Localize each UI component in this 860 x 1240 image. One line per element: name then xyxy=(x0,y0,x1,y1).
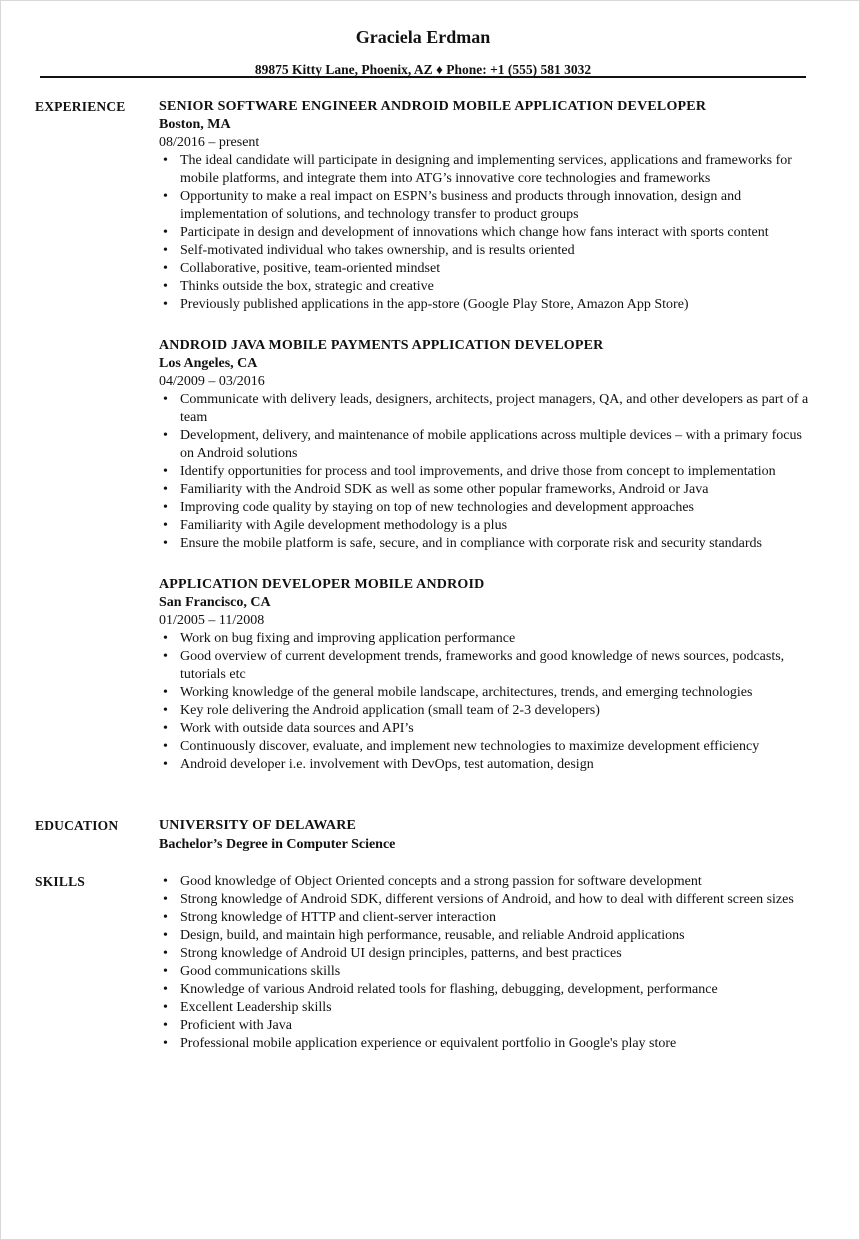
job-location: San Francisco, CA xyxy=(159,595,271,610)
bullet-item: • Participate in design and development of innovations which change how fans interact with sports content xyxy=(159,224,809,242)
candidate-name: Graciela Erdman xyxy=(355,27,491,47)
bullet-item: • Improving code quality by staying on top of new technologies and development approaches xyxy=(159,499,809,517)
bullet-item: • The ideal candidate will participate in designing and implementing services, applications and frameworks for mobile platforms, and integrate them into ATG’s innovative core technologies and frameworks xyxy=(159,152,809,188)
bullet-item: • Collaborative, positive, team-oriented mindset xyxy=(159,260,809,278)
header-divider xyxy=(40,76,806,78)
bullet-item: • Familiarity with the Android SDK as well as some other popular frameworks, Android or Java xyxy=(159,481,809,499)
job-dates: 04/2009 – 03/2016 xyxy=(159,374,265,389)
job-location: Los Angeles, CA xyxy=(159,356,258,371)
section-label-skills: SKILLS xyxy=(35,874,85,889)
bullet-item: • Key role delivering the Android application (small team of 2-3 developers) xyxy=(159,702,809,720)
bullet-item: • Work on bug fixing and improving application performance xyxy=(159,630,809,648)
skill-item: • Good knowledge of Object Oriented concepts and a strong passion for software development xyxy=(159,873,809,891)
resume-header xyxy=(40,26,806,79)
bullet-item: • Development, delivery, and maintenance of mobile applications across multiple devices – with a primary focus on Android solutions xyxy=(159,427,809,463)
job-entry xyxy=(159,337,809,553)
bullet-item: • Self-motivated individual who takes ownership, and is results oriented xyxy=(159,242,809,260)
bullet-item: • Previously published applications in the app-store (Google Play Store, Amazon App Store) xyxy=(159,296,809,314)
job-location: Boston, MA xyxy=(159,117,231,132)
job-entry xyxy=(159,98,809,314)
job-bullets xyxy=(159,152,809,314)
job-title: ANDROID JAVA MOBILE PAYMENTS APPLICATION DEVELOPER xyxy=(159,338,604,353)
section-label-experience: EXPERIENCE xyxy=(35,99,126,114)
skill-item: • Strong knowledge of Android SDK, different versions of Android, and how to deal with different screen sizes xyxy=(159,891,809,909)
section-label-education: EDUCATION xyxy=(35,818,119,833)
bullet-item: • Continuously discover, evaluate, and implement new technologies to maximize development efficiency xyxy=(159,738,809,756)
bullet-item: • Opportunity to make a real impact on ESPN’s business and products through innovation, design and implementation of solutions, and technology transfer to product groups xyxy=(159,188,809,224)
skill-item: • Knowledge of various Android related tools for flashing, debugging, development, performance xyxy=(159,981,809,999)
skill-item: • Design, build, and maintain high performance, reusable, and reliable Android applications xyxy=(159,927,809,945)
bullet-item: • Android developer i.e. involvement with DevOps, test automation, design xyxy=(159,756,809,774)
skills-body xyxy=(159,873,809,1053)
skills-list xyxy=(159,873,809,1053)
job-bullets xyxy=(159,391,809,553)
bullet-item: • Ensure the mobile platform is safe, secure, and in compliance with corporate risk and security standards xyxy=(159,535,809,553)
skill-item: • Professional mobile application experience or equivalent portfolio in Google's play store xyxy=(159,1035,809,1053)
skill-item: • Strong knowledge of Android UI design principles, patterns, and best practices xyxy=(159,945,809,963)
degree-name: Bachelor’s Degree in Computer Science xyxy=(159,837,396,852)
bullet-item: • Identify opportunities for process and tool improvements, and drive those from concept to implementation xyxy=(159,463,809,481)
job-title: APPLICATION DEVELOPER MOBILE ANDROID xyxy=(159,577,485,592)
skill-item: • Proficient with Java xyxy=(159,1017,809,1035)
job-dates: 08/2016 – present xyxy=(159,135,260,150)
job-bullets xyxy=(159,630,809,774)
bullet-item: • Thinks outside the box, strategic and creative xyxy=(159,278,809,296)
school-name: UNIVERSITY OF DELAWARE xyxy=(159,818,357,833)
job-dates: 01/2005 – 11/2008 xyxy=(159,613,265,628)
bullet-item: • Work with outside data sources and API’s xyxy=(159,720,809,738)
skill-item: • Good communications skills xyxy=(159,963,809,981)
bullet-item: • Working knowledge of the general mobile landscape, architectures, trends, and emerging technologies xyxy=(159,684,809,702)
experience-list xyxy=(159,98,809,797)
education-body xyxy=(159,817,809,854)
job-entry xyxy=(159,576,809,774)
bullet-item: • Familiarity with Agile development methodology is a plus xyxy=(159,517,809,535)
job-title: SENIOR SOFTWARE ENGINEER ANDROID MOBILE APPLICATION DEVELOPER xyxy=(159,99,707,114)
bullet-item: • Good overview of current development trends, frameworks and good knowledge of news sources, podcasts, tutorials etc xyxy=(159,648,809,684)
bullet-item: • Communicate with delivery leads, designers, architects, project managers, QA, and other developers as part of a team xyxy=(159,391,809,427)
contact-line: 89875 Kitty Lane, Phoenix, AZ ♦ Phone: +1 (555) 581 3032 xyxy=(254,62,592,77)
skill-item: • Excellent Leadership skills xyxy=(159,999,809,1017)
skill-item: • Strong knowledge of HTTP and client-server interaction xyxy=(159,909,809,927)
